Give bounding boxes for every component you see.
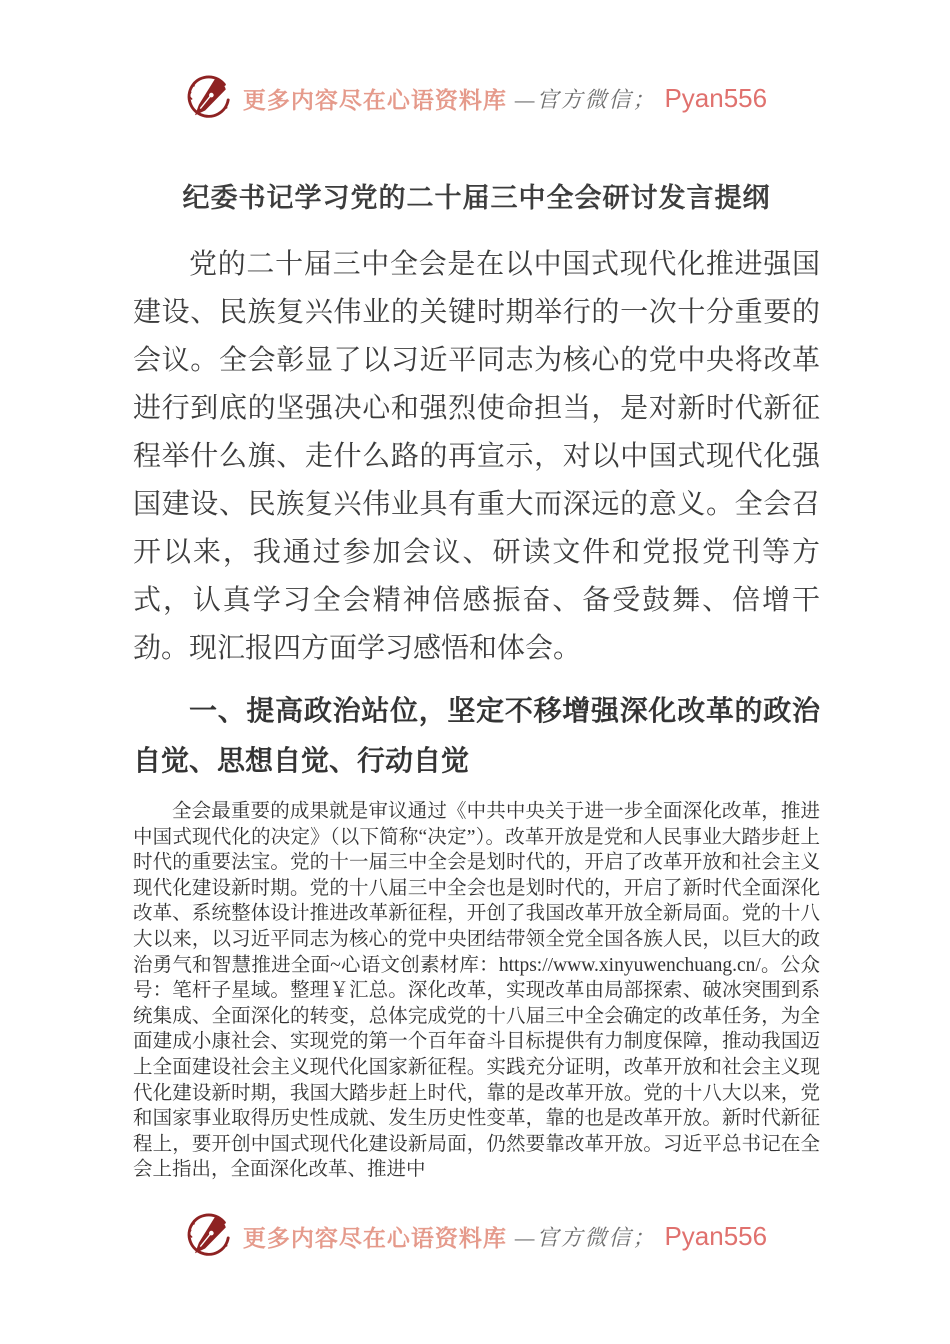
watermark-brand-text: 更多内容尽在心语资料库 (242, 1225, 507, 1251)
watermark-wechat-id: Pyan556 (664, 1220, 768, 1251)
pen-nib-seal-logo-icon (183, 1210, 233, 1262)
watermark-wechat-label: —官方微信； (514, 1224, 657, 1250)
footer-watermark (0, 1210, 950, 1262)
document-title: 纪委书记学习党的二十届三中全会研讨发言提纲 (182, 183, 771, 213)
intro-paragraph: 党的二十届三中全会是在以中国式现代化推进强国建设、民族复兴伟业的关键时期举行的一次十分重要的会议。全会彰显了以习近平同志为核心的党中央将改革进行到底的坚强决心和强烈使命担当，是对新时代新征程举什么旗、走什么路的再宣示，对以中国式现代化强国建设、民族复兴伟业具有重大而深远的意义。全会召开以来，我通过参加会议、研读文件和党报党刊等方式，认真学习全会精神倍感振奋、备受鼓舞、倍增干劲。现汇报四方面学习感悟和体会。 (133, 249, 820, 664)
watermark-wechat-label: —官方微信； (514, 86, 657, 112)
section-1-paragraph: 全会最重要的成果就是审议通过《中共中央关于进一步全面深化改革，推进中国式现代化的决定》（以下简称“决定”）。改革开放是党和人民事业大踏步赶上时代的重要法宝。党的十一届三中全会是划时代的，开启了改革开放和社会主义现代化建设新时期。党的十八届三中全会也是划时代的，开启了新时代全面深化改革、系统整体设计推进改革新征程，开创了我国改革开放全新局面。党的十八大以来，以习近平同志为核心的党中央团结带领全党全国各族人民，以巨大的政治勇气和智慧推进全面~心语文创素材库：https://www.xinyuwenchuang.cn/。公众号：笔杆子星域。整理￥汇总。深化改革，实现改革由局部探索、破冰突围到系统集成、全面深化的转变，总体完成党的十八届三中全会确定的改革任务，为全面建成小康社会、实现党的第一个百年奋斗目标提供有力制度保障，推动我国迈上全面建设社会主义现代化国家新征程。实践充分证明，改革开放和社会主义现代化建设新时期，我国大踏步赶上时代，靠的是改革开放。党的十八大以来，党和国家事业取得历史性成就、发生历史性变革，靠的也是改革开放。新时代新征程上，要开创中国式现代化建设新局面，仍然要靠改革开放。习近平总书记在全会上指出，全面深化改革、推进中 (133, 801, 820, 1181)
watermark-brand-text: 更多内容尽在心语资料库 (242, 87, 507, 113)
watermark-wechat-id: Pyan556 (664, 82, 768, 113)
section-1-heading: 一、提高政治站位，坚定不移增强深化改革的政治自觉、思想自觉、行动自觉 (133, 696, 820, 777)
document-content (133, 0, 820, 1183)
